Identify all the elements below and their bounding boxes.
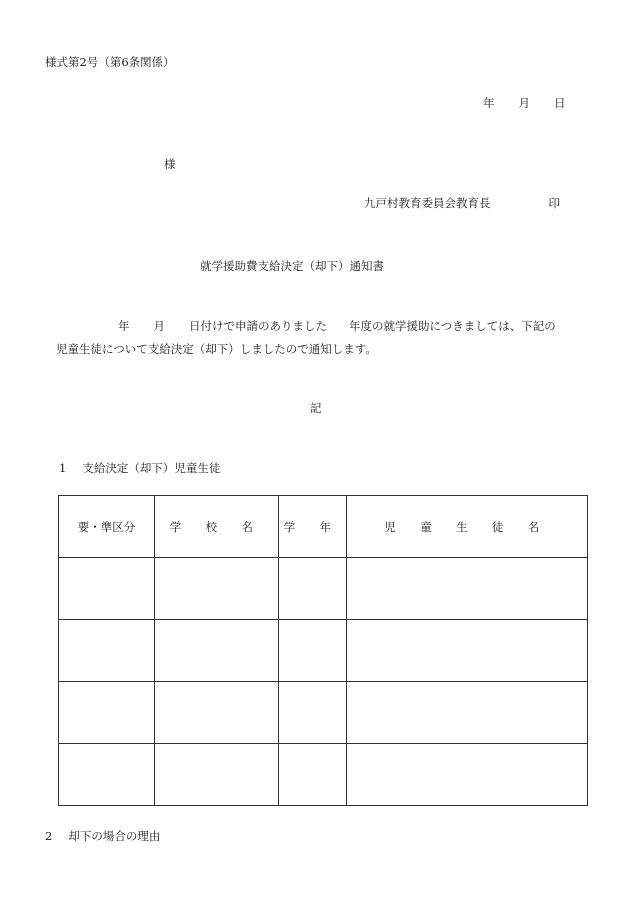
table-cell[interactable] [59, 744, 155, 806]
table-cell[interactable] [155, 558, 279, 620]
table-cell[interactable] [279, 558, 347, 620]
date-month-label: 月 [518, 96, 530, 110]
date-line [483, 95, 566, 111]
header-grade: 学 年 [279, 496, 347, 558]
table-row [59, 744, 588, 806]
date-day-label: 日 [554, 96, 566, 110]
body-month-label: 月 [153, 319, 165, 333]
header-student-name: 児 童 生 徒 名 [347, 496, 588, 558]
table-cell[interactable] [59, 558, 155, 620]
header-category: 要・準区分 [59, 496, 155, 558]
date-year-label: 年 [483, 96, 495, 110]
table-row [59, 620, 588, 682]
issuer-line [364, 195, 560, 211]
body-year-label: 年 [118, 319, 130, 333]
table-cell[interactable] [59, 620, 155, 682]
section-1-heading [59, 460, 220, 476]
recipient-honorific: 様 [164, 157, 176, 171]
table-cell[interactable] [155, 620, 279, 682]
table-cell[interactable] [155, 682, 279, 744]
body-line-2: 児童生徒について支給決定（却下）しましたので通知します。 [56, 342, 377, 356]
body-day-text: 日付けで申請のありました [189, 319, 327, 333]
students-table [58, 495, 588, 806]
form-number: 様式第2号（第6条関係） [45, 55, 175, 69]
ki-marker: 記 [310, 401, 322, 415]
section-1-title: 支給決定（却下）児童生徒 [82, 461, 221, 475]
body-line-1 [118, 318, 556, 334]
section-2-heading [45, 828, 160, 844]
table-cell[interactable] [347, 620, 588, 682]
table-cell[interactable] [347, 744, 588, 806]
table-cell[interactable] [347, 682, 588, 744]
section-2-number: 2 [45, 829, 53, 843]
table-cell[interactable] [155, 744, 279, 806]
table-cell[interactable] [59, 682, 155, 744]
section-2-title: 却下の場合の理由 [68, 829, 161, 843]
document-title: 就学援助費支給決定（却下）通知書 [200, 259, 384, 273]
table-header-row [59, 496, 588, 558]
issuer-name: 九戸村教育委員会教育長 [364, 196, 491, 210]
header-school-name: 学 校 名 [155, 496, 279, 558]
table-cell[interactable] [279, 682, 347, 744]
table-row [59, 682, 588, 744]
table-cell[interactable] [279, 744, 347, 806]
seal-mark: 印 [548, 196, 560, 210]
section-1-number: 1 [59, 461, 67, 475]
table-cell[interactable] [279, 620, 347, 682]
body-fiscal-year-text: 年度の就学援助につきましては、下記の [349, 319, 556, 333]
table-cell[interactable] [347, 558, 588, 620]
table-row [59, 558, 588, 620]
